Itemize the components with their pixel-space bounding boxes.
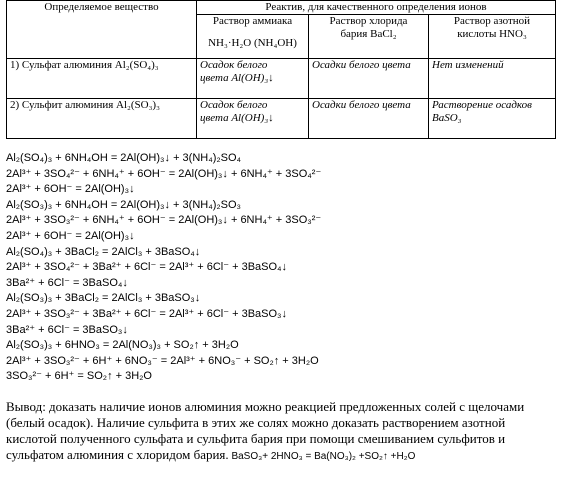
equation-line: 2Al³⁺ + 3SO₃²⁻ + 6H⁺ + 6NO₃⁻ = 2Al³⁺ + 6NO₃⁻ + SO₂↑ + 3H₂O	[6, 354, 319, 367]
conclusion-paragraph	[6, 399, 558, 465]
row1-substance: 1) Сульфат алюминия Al₂(SO₄)₃	[7, 59, 197, 99]
header-ammonia	[197, 15, 309, 59]
row2-substance: 2) Сульфит алюминия Al₂(SO₃)₃	[7, 99, 197, 139]
table-row	[7, 59, 556, 99]
conclusion-text: Вывод: доказать наличие ионов алюминия можно реакцией предложенных солей с щелочами (белый осадок). Наличие сульфита в этих же солях можно доказать растворением азотной кислотой полученного сульфата и сульфита бария при помощи смешиванием сульфитов и сульфатом алюминия с хлоридом бария.	[6, 399, 525, 462]
row1-nitric-line1: Нет изменений	[432, 59, 504, 71]
equation-line: 2Al³⁺ + 3SO₄²⁻ + 6NH₄⁺ + 6OH⁻ = 2Al(OH)₃↓ + 6NH₄⁺ + 3SO₄²⁻	[6, 167, 322, 180]
conclusion-equation: BaSO₃+ 2HNO₃ = Ba(NO₃)₂ +SO₂↑ +H₂O	[228, 451, 416, 462]
equation-line: Al₂(SO₄)₃ + 3BaCl₂ = 2AlCl₃ + 3BaSO₄↓	[6, 245, 201, 258]
row2-ammonia-line1: Осадок белого	[200, 99, 268, 111]
equation-line: Al₂(SO₃)₃ + 6HNO₃ = 2Al(NO₃)₃ + SO₂↑ + 3H₂O	[6, 339, 239, 352]
header-reagent-group: Реактив, для качественного определения ионов	[197, 1, 556, 15]
row2-barium: Осадки белого цвета	[309, 99, 429, 139]
equation-line: Al₂(SO₃)₃ + 3BaCl₂ = 2AlCl₃ + 3BaSO₃↓	[6, 292, 201, 305]
header-ammonia-line1: Раствор аммиака	[212, 15, 293, 27]
equation-line: 2Al³⁺ + 6OH⁻ = 2Al(OH)₃↓	[6, 229, 135, 242]
row2-nitric-line1: Растворение осадков	[432, 99, 532, 111]
equation-line: 2Al³⁺ + 3SO₃²⁻ + 6NH₄⁺ + 6OH⁻ = 2Al(OH)₃↓ + 6NH₄⁺ + 3SO₃²⁻	[6, 214, 322, 227]
header-nitric-line1: Раствор азотной	[453, 15, 531, 27]
header-barium-line2: бария BaCl₂	[340, 28, 397, 40]
equation-line: 3Ba²⁺ + 6Cl⁻ = 3BaSO₄↓	[6, 276, 128, 289]
header-nitric-acid	[429, 15, 556, 59]
row2-nitric	[429, 99, 556, 139]
row2-nitric-line2: BaSO₃	[432, 112, 462, 124]
equation-line: Al₂(SO₄)₃ + 6NH₄OH = 2Al(OH)₃↓ + 3(NH₄)₂SO₄	[6, 152, 242, 164]
equation-line: 2Al³⁺ + 3SO₃²⁻ + 3Ba²⁺ + 6Cl⁻ = 2Al³⁺ + 6Cl⁻ + 3BaSO₃↓	[6, 307, 288, 320]
header-barium-chloride	[309, 15, 429, 59]
row2-ammonia-line2: цвета Al(OH)₃↓	[200, 112, 274, 124]
header-ammonia-line2: NH₃·H₂O (NH₄OH)	[208, 37, 297, 49]
equation-line: 3Ba²⁺ + 6Cl⁻ = 3BaSO₃↓	[6, 323, 128, 336]
header-barium-line1: Раствор хлорида	[329, 15, 408, 27]
equation-line: 2Al³⁺ + 6OH⁻ = 2Al(OH)₃↓	[6, 183, 135, 196]
table-row	[7, 99, 556, 139]
row1-ammonia-line1: Осадок белого	[200, 59, 268, 71]
row1-ammonia	[197, 59, 309, 99]
equations-list	[6, 151, 558, 385]
header-substance: Определяемое вещество	[7, 1, 197, 59]
equation-line: 3SO₃²⁻ + 6H⁺ = SO₂↑ + 3H₂O	[6, 370, 152, 383]
row1-nitric	[429, 59, 556, 99]
equation-line: 2Al³⁺ + 3SO₄²⁻ + 3Ba²⁺ + 6Cl⁻ = 2Al³⁺ + 6Cl⁻ + 3BaSO₄↓	[6, 261, 288, 274]
header-nitric-line2: кислоты HNO₃	[457, 28, 527, 40]
reagents-table	[6, 0, 556, 139]
equation-line: Al₂(SO₃)₃ + 6NH₄OH = 2Al(OH)₃↓ + 3(NH₄)₂SO₃	[6, 198, 242, 211]
row1-ammonia-line2: цвета Al(OH)₃↓	[200, 72, 274, 84]
row1-barium: Осадки белого цвета	[309, 59, 429, 99]
row2-ammonia	[197, 99, 309, 139]
